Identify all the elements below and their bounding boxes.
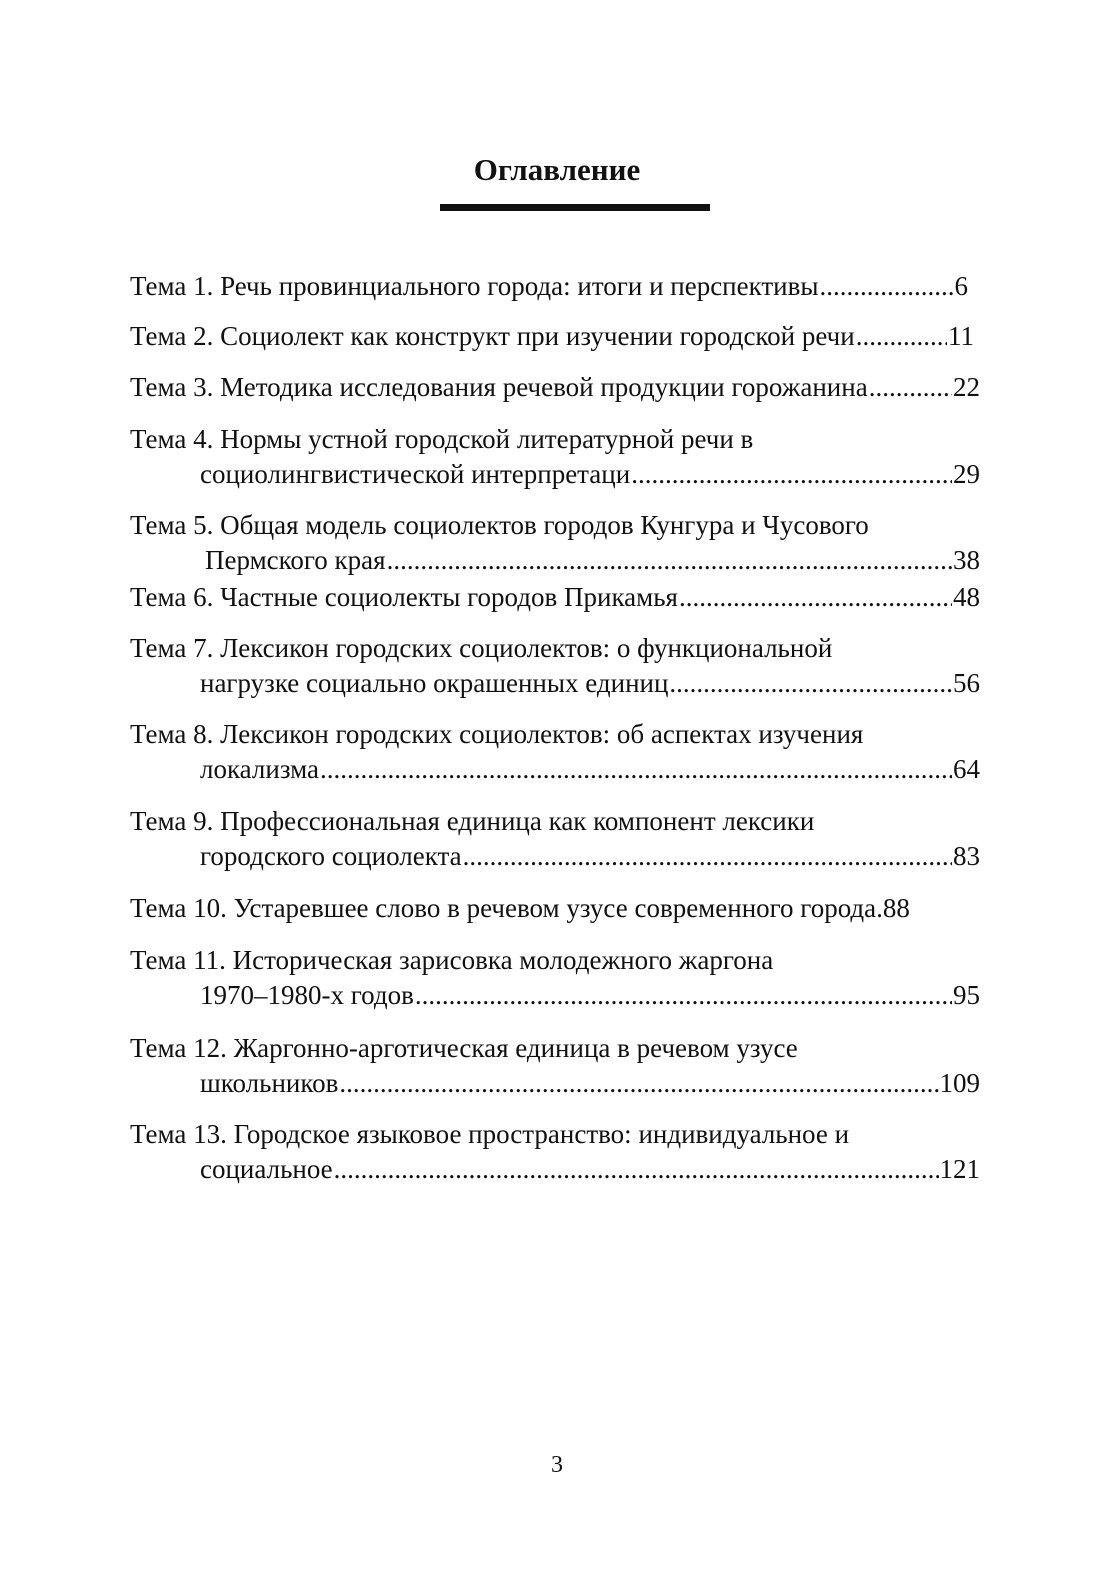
toc-entry-page: 48 (953, 582, 980, 612)
toc-entry-title-cont: нагрузке социально окрашенных единиц (200, 668, 669, 698)
toc-entry-page: 88 (882, 893, 910, 923)
toc-entry-title: Тема 2. Социолект как конструкт при изучении городской речи (130, 321, 855, 351)
dot-leader (631, 456, 952, 492)
toc-entry-title: Тема 5. Общая модель социолектов городов Кунгура и Чусового (130, 510, 869, 540)
toc-entry-6[interactable] (130, 579, 980, 615)
toc-entry-page: 22 (953, 372, 980, 402)
toc-entry-title: Тема 3. Методика исследования речевой продукции горожанина (130, 372, 868, 402)
dot-leader (320, 751, 952, 787)
toc-entry-title-cont: городского социолекта (200, 841, 462, 871)
toc-entry-page: 38 (953, 545, 980, 575)
toc-entry-13[interactable] (130, 1116, 1114, 1152)
dot-leader (856, 318, 947, 354)
toc-entry-11-cont[interactable] (200, 977, 980, 1013)
dot-leader (669, 665, 952, 701)
toc-entry-9[interactable] (130, 803, 1114, 839)
toc-entry-8[interactable] (130, 716, 1114, 752)
toc-entry-page: 29 (953, 459, 980, 489)
toc-entry-7[interactable] (130, 630, 1114, 666)
toc-entry-2[interactable] (130, 318, 974, 354)
dot-leader (463, 838, 952, 874)
toc-entry-4[interactable] (130, 421, 1114, 457)
toc-entry-title-cont: локализма (200, 754, 319, 784)
toc-entry-title: Тема 12. Жаргонно-арготическая единица в речевом узусе (130, 1033, 798, 1063)
dot-leader (679, 579, 952, 615)
toc-entry-page: 95 (953, 980, 980, 1010)
toc-entry-title: Тема 1. Речь провинциального города: итоги и перспективы (130, 271, 819, 301)
page-number: 3 (551, 1452, 563, 1478)
dot-leader (339, 1065, 938, 1101)
toc-entry-page: 109 (939, 1068, 980, 1098)
toc-entry-page: 11 (948, 321, 974, 351)
toc-entry-page: 56 (953, 668, 980, 698)
toc-entry-5-cont[interactable] (205, 542, 980, 578)
toc-entry-page: 64 (953, 754, 980, 784)
toc-entry-title-cont: 1970–1980-х годов (200, 980, 414, 1010)
toc-entry-12-cont[interactable] (200, 1065, 980, 1101)
toc-entry-title: Тема 9. Профессиональная единица как компонент лексики (130, 806, 815, 836)
toc-entry-1[interactable] (130, 268, 968, 304)
toc-entry-title: Тема 6. Частные социолекты городов Прикамья (130, 582, 678, 612)
toc-entry-7-cont[interactable] (200, 665, 980, 701)
toc-entry-title-cont: социолингвистической интерпретаци (200, 459, 631, 489)
toc-entry-4-cont[interactable] (200, 456, 980, 492)
dot-leader (415, 977, 952, 1013)
dot-leader (387, 542, 952, 578)
toc-entry-title-cont: Пермского края (205, 545, 386, 575)
dot-leader (820, 268, 954, 304)
toc-entry-8-cont[interactable] (200, 751, 980, 787)
toc-entry-title-cont: школьников (200, 1068, 339, 1098)
toc-entry-title: Тема 11. Историческая зарисовка молодежного жаргона (130, 945, 774, 975)
toc-entry-title-cont: социальное (200, 1154, 333, 1184)
toc-entry-page: 83 (953, 841, 980, 871)
toc-entry-12[interactable] (130, 1030, 1114, 1066)
toc-entry-5[interactable] (130, 507, 1114, 543)
dot-leader (869, 369, 952, 405)
toc-entry-3[interactable] (130, 369, 980, 405)
page-title: Оглавление (473, 152, 641, 187)
toc-entry-page: 121 (939, 1154, 980, 1184)
toc-entry-title: Тема 7. Лексикон городских социолектов: о функциональной (130, 633, 833, 663)
toc-entry-title: Тема 8. Лексикон городских социолектов: об аспектах изучения (130, 719, 864, 749)
toc-entry-13-cont[interactable] (200, 1151, 980, 1187)
toc-entry-11[interactable] (130, 942, 1114, 978)
dot-leader (334, 1151, 939, 1187)
toc-entry-title: Тема 13. Городское языковое пространство: индивидуальное и (130, 1119, 850, 1149)
toc-entry-title: Тема 4. Нормы устной городской литературной речи в (130, 424, 754, 454)
toc-entry-title: Тема 10. Устаревшее слово в речевом узусе современного города. (130, 893, 883, 923)
toc-entry-9-cont[interactable] (200, 838, 980, 874)
toc-entry-10[interactable] (130, 890, 978, 926)
toc-entry-page: 6 (954, 271, 968, 301)
